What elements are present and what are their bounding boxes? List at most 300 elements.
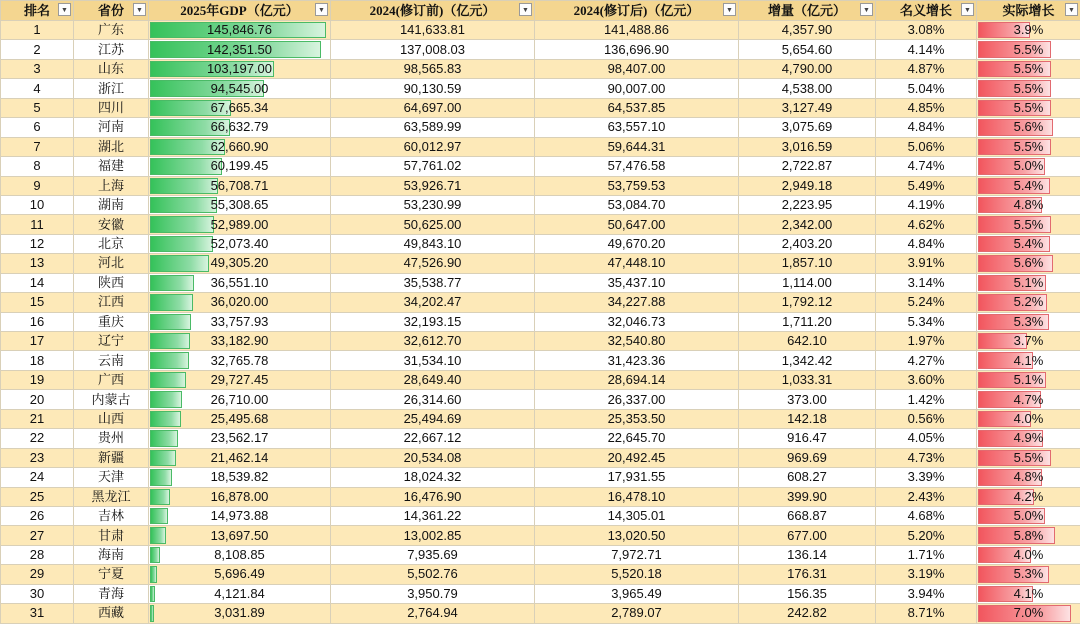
rank-cell[interactable]: 30 <box>1 584 74 603</box>
gdp2025-cell[interactable] <box>149 390 331 409</box>
rank-cell[interactable]: 23 <box>1 448 74 467</box>
gdp2024-after-cell[interactable]: 98,407.00 <box>535 59 739 78</box>
increase-cell[interactable]: 2,403.20 <box>739 234 876 253</box>
real-growth-cell[interactable] <box>977 526 1080 545</box>
gdp2024-after-cell[interactable]: 3,965.49 <box>535 584 739 603</box>
rank-cell[interactable]: 14 <box>1 273 74 292</box>
rank-cell[interactable]: 19 <box>1 370 74 389</box>
province-cell[interactable]: 天津 <box>74 468 149 487</box>
real-growth-value: 4.8% <box>977 196 1080 214</box>
nominal-cell[interactable]: 4.73% <box>876 448 977 467</box>
gdp2024-after-cell[interactable]: 141,488.86 <box>535 21 739 40</box>
gdp2025-cell[interactable] <box>149 40 331 59</box>
province-cell[interactable]: 山西 <box>74 409 149 428</box>
gdp2024-before-cell[interactable]: 5,502.76 <box>331 565 535 584</box>
gdp2025-cell[interactable] <box>149 312 331 331</box>
table-row[interactable] <box>1 157 1080 176</box>
dropdown-arrow-icon[interactable]: ▼ <box>860 3 873 16</box>
nominal-cell[interactable]: 4.87% <box>876 59 977 78</box>
gdp2024-after-cell[interactable]: 57,476.58 <box>535 157 739 176</box>
nominal-cell[interactable]: 4.62% <box>876 215 977 234</box>
real-growth-cell[interactable] <box>977 351 1080 370</box>
gdp2025-cell[interactable] <box>149 234 331 253</box>
table-row[interactable] <box>1 293 1080 312</box>
table-row[interactable] <box>1 545 1080 564</box>
province-cell[interactable]: 广西 <box>74 370 149 389</box>
nominal-cell[interactable]: 4.84% <box>876 234 977 253</box>
real-growth-cell[interactable] <box>977 390 1080 409</box>
gdp2025-cell[interactable] <box>149 273 331 292</box>
increase-cell[interactable]: 1,792.12 <box>739 293 876 312</box>
nominal-cell[interactable]: 3.60% <box>876 370 977 389</box>
gdp2025-cell[interactable] <box>149 409 331 428</box>
real-growth-cell[interactable] <box>977 273 1080 292</box>
gdp2024-before-cell[interactable]: 35,538.77 <box>331 273 535 292</box>
table-row[interactable] <box>1 506 1080 525</box>
gdp2025-cell[interactable] <box>149 157 331 176</box>
rank-cell[interactable]: 4 <box>1 79 74 98</box>
real-growth-cell[interactable] <box>977 409 1080 428</box>
real-growth-cell[interactable] <box>977 312 1080 331</box>
dropdown-arrow-icon[interactable]: ▼ <box>519 3 532 16</box>
rank-cell[interactable]: 12 <box>1 234 74 253</box>
gdp2024-before-cell[interactable]: 7,935.69 <box>331 545 535 564</box>
rank-cell[interactable]: 7 <box>1 137 74 156</box>
gdp2024-before-cell[interactable]: 141,633.81 <box>331 21 535 40</box>
increase-cell[interactable]: 2,342.00 <box>739 215 876 234</box>
gdp2024-before-cell[interactable]: 32,193.15 <box>331 312 535 331</box>
increase-cell[interactable]: 4,790.00 <box>739 59 876 78</box>
gdp2025-cell[interactable] <box>149 545 331 564</box>
real-growth-value: 4.0% <box>977 410 1080 428</box>
nominal-cell[interactable]: 4.74% <box>876 157 977 176</box>
increase-cell[interactable]: 642.10 <box>739 332 876 351</box>
table-row[interactable] <box>1 215 1080 234</box>
gdp2024-after-cell[interactable]: 2,789.07 <box>535 604 739 623</box>
real-growth-cell[interactable] <box>977 195 1080 214</box>
gdp2024-before-cell[interactable]: 50,625.00 <box>331 215 535 234</box>
real-growth-cell[interactable] <box>977 545 1080 564</box>
table-row[interactable] <box>1 565 1080 584</box>
increase-cell[interactable]: 3,127.49 <box>739 98 876 117</box>
nominal-cell[interactable]: 4.68% <box>876 506 977 525</box>
table-row[interactable] <box>1 40 1080 59</box>
gdp2024-before-cell[interactable]: 63,589.99 <box>331 118 535 137</box>
gdp2024-before-cell[interactable]: 31,534.10 <box>331 351 535 370</box>
province-cell[interactable]: 浙江 <box>74 79 149 98</box>
province-cell[interactable]: 内蒙古 <box>74 390 149 409</box>
increase-cell[interactable]: 1,033.31 <box>739 370 876 389</box>
increase-cell[interactable]: 2,223.95 <box>739 195 876 214</box>
rank-cell[interactable]: 25 <box>1 487 74 506</box>
increase-cell[interactable]: 156.35 <box>739 584 876 603</box>
increase-cell[interactable]: 1,857.10 <box>739 254 876 273</box>
increase-cell[interactable]: 5,654.60 <box>739 40 876 59</box>
table-row[interactable] <box>1 429 1080 448</box>
real-growth-cell[interactable] <box>977 118 1080 137</box>
real-growth-cell[interactable] <box>977 293 1080 312</box>
nominal-cell[interactable]: 1.97% <box>876 332 977 351</box>
gdp2024-before-cell[interactable]: 3,950.79 <box>331 584 535 603</box>
province-cell[interactable]: 甘肃 <box>74 526 149 545</box>
increase-cell[interactable]: 136.14 <box>739 545 876 564</box>
gdp2025-cell[interactable] <box>149 526 331 545</box>
gdp2025-cell[interactable] <box>149 351 331 370</box>
province-cell[interactable]: 广东 <box>74 21 149 40</box>
province-cell[interactable]: 四川 <box>74 98 149 117</box>
gdp2025-cell[interactable] <box>149 506 331 525</box>
province-cell[interactable]: 云南 <box>74 351 149 370</box>
province-cell[interactable]: 山东 <box>74 59 149 78</box>
gdp2024-before-cell[interactable]: 53,926.71 <box>331 176 535 195</box>
nominal-cell[interactable]: 4.27% <box>876 351 977 370</box>
rank-cell[interactable]: 15 <box>1 293 74 312</box>
gdp2024-before-cell[interactable]: 28,649.40 <box>331 370 535 389</box>
rank-cell[interactable]: 10 <box>1 195 74 214</box>
rank-cell[interactable]: 11 <box>1 215 74 234</box>
gdp2025-cell[interactable] <box>149 79 331 98</box>
province-cell[interactable]: 河北 <box>74 254 149 273</box>
table-row[interactable] <box>1 273 1080 292</box>
rank-cell[interactable]: 18 <box>1 351 74 370</box>
gdp2025-cell[interactable] <box>149 137 331 156</box>
province-cell[interactable]: 福建 <box>74 157 149 176</box>
nominal-cell[interactable]: 3.14% <box>876 273 977 292</box>
nominal-cell[interactable]: 5.34% <box>876 312 977 331</box>
nominal-cell[interactable]: 2.43% <box>876 487 977 506</box>
table-row[interactable] <box>1 312 1080 331</box>
gdp2025-cell[interactable] <box>149 429 331 448</box>
gdp2025-value: 60,199.45 <box>149 157 330 175</box>
gdp2024-after-cell[interactable]: 25,353.50 <box>535 409 739 428</box>
gdp2025-value: 33,182.90 <box>149 332 330 350</box>
gdp2025-cell[interactable] <box>149 215 331 234</box>
increase-cell[interactable]: 1,711.20 <box>739 312 876 331</box>
increase-cell[interactable]: 3,016.59 <box>739 137 876 156</box>
table-row[interactable] <box>1 79 1080 98</box>
gdp2024-after-cell[interactable]: 64,537.85 <box>535 98 739 117</box>
real-growth-cell[interactable] <box>977 157 1080 176</box>
dropdown-arrow-icon[interactable]: ▼ <box>961 3 974 16</box>
gdp2025-cell[interactable] <box>149 98 331 117</box>
real-growth-cell[interactable] <box>977 429 1080 448</box>
gdp2024-after-cell[interactable]: 28,694.14 <box>535 370 739 389</box>
nominal-cell[interactable]: 1.71% <box>876 545 977 564</box>
gdp2024-before-cell[interactable]: 26,314.60 <box>331 390 535 409</box>
table-row[interactable] <box>1 370 1080 389</box>
gdp2024-before-cell[interactable]: 47,526.90 <box>331 254 535 273</box>
nominal-cell[interactable]: 5.49% <box>876 176 977 195</box>
real-growth-cell[interactable] <box>977 21 1080 40</box>
table-row[interactable] <box>1 137 1080 156</box>
gdp2024-before-cell[interactable]: 16,476.90 <box>331 487 535 506</box>
gdp2025-cell[interactable] <box>149 59 331 78</box>
table-row[interactable] <box>1 59 1080 78</box>
province-cell[interactable]: 吉林 <box>74 506 149 525</box>
increase-cell[interactable]: 176.31 <box>739 565 876 584</box>
table-row[interactable] <box>1 118 1080 137</box>
table-row[interactable] <box>1 584 1080 603</box>
nominal-cell[interactable]: 4.19% <box>876 195 977 214</box>
gdp2025-cell[interactable] <box>149 584 331 603</box>
increase-cell[interactable]: 916.47 <box>739 429 876 448</box>
rank-cell[interactable]: 26 <box>1 506 74 525</box>
gdp2024-after-cell[interactable]: 17,931.55 <box>535 468 739 487</box>
increase-cell[interactable]: 668.87 <box>739 506 876 525</box>
table-row[interactable] <box>1 604 1080 623</box>
rank-cell[interactable]: 6 <box>1 118 74 137</box>
table-row[interactable] <box>1 254 1080 273</box>
gdp2024-after-cell[interactable]: 5,520.18 <box>535 565 739 584</box>
real-growth-cell[interactable] <box>977 332 1080 351</box>
rank-cell[interactable]: 24 <box>1 468 74 487</box>
gdp2024-after-cell[interactable]: 47,448.10 <box>535 254 739 273</box>
gdp2025-cell[interactable] <box>149 332 331 351</box>
gdp2025-cell[interactable] <box>149 370 331 389</box>
gdp2025-cell[interactable] <box>149 176 331 195</box>
province-cell[interactable]: 新疆 <box>74 448 149 467</box>
dropdown-arrow-icon[interactable]: ▼ <box>723 3 736 16</box>
real-growth-cell[interactable] <box>977 584 1080 603</box>
nominal-cell[interactable]: 4.84% <box>876 118 977 137</box>
table-row[interactable] <box>1 390 1080 409</box>
gdp2024-after-cell[interactable]: 90,007.00 <box>535 79 739 98</box>
province-cell[interactable]: 海南 <box>74 545 149 564</box>
table-row[interactable] <box>1 468 1080 487</box>
nominal-cell[interactable]: 4.85% <box>876 98 977 117</box>
increase-cell[interactable]: 242.82 <box>739 604 876 623</box>
gdp2024-after-cell[interactable]: 53,084.70 <box>535 195 739 214</box>
rank-cell[interactable]: 8 <box>1 157 74 176</box>
table-row[interactable] <box>1 526 1080 545</box>
increase-cell[interactable]: 2,949.18 <box>739 176 876 195</box>
table-row[interactable] <box>1 195 1080 214</box>
nominal-cell[interactable]: 5.20% <box>876 526 977 545</box>
gdp2025-value: 103,197.00 <box>149 60 330 78</box>
gdp2025-cell[interactable] <box>149 565 331 584</box>
gdp2024-before-cell[interactable]: 90,130.59 <box>331 79 535 98</box>
increase-cell[interactable]: 1,342.42 <box>739 351 876 370</box>
rank-cell[interactable]: 1 <box>1 21 74 40</box>
province-cell[interactable]: 西藏 <box>74 604 149 623</box>
gdp2024-before-cell[interactable]: 137,008.03 <box>331 40 535 59</box>
gdp2025-value: 13,697.50 <box>149 527 330 545</box>
gdp2024-before-cell[interactable]: 18,024.32 <box>331 468 535 487</box>
gdp2024-before-cell[interactable]: 57,761.02 <box>331 157 535 176</box>
province-cell[interactable]: 北京 <box>74 234 149 253</box>
province-cell[interactable]: 青海 <box>74 584 149 603</box>
province-cell[interactable]: 江西 <box>74 293 149 312</box>
gdp2025-cell[interactable] <box>149 195 331 214</box>
gdp2024-before-cell[interactable]: 64,697.00 <box>331 98 535 117</box>
province-cell[interactable]: 贵州 <box>74 429 149 448</box>
header-real-label: 实际增长 <box>1002 2 1054 20</box>
dropdown-arrow-icon[interactable]: ▼ <box>58 3 71 16</box>
gdp2025-value: 52,989.00 <box>149 216 330 234</box>
increase-cell[interactable]: 3,075.69 <box>739 118 876 137</box>
increase-cell[interactable]: 677.00 <box>739 526 876 545</box>
nominal-cell[interactable]: 0.56% <box>876 409 977 428</box>
real-growth-cell[interactable] <box>977 59 1080 78</box>
gdp2024-after-cell[interactable]: 63,557.10 <box>535 118 739 137</box>
increase-cell[interactable]: 1,114.00 <box>739 273 876 292</box>
rank-cell[interactable]: 31 <box>1 604 74 623</box>
province-cell[interactable]: 上海 <box>74 176 149 195</box>
province-cell[interactable]: 重庆 <box>74 312 149 331</box>
header-gdp2025-label: 2025年GDP（亿元） <box>180 2 298 20</box>
nominal-cell[interactable]: 5.04% <box>876 79 977 98</box>
rank-cell[interactable]: 5 <box>1 98 74 117</box>
gdp2024-after-cell[interactable]: 32,046.73 <box>535 312 739 331</box>
real-growth-cell[interactable] <box>977 176 1080 195</box>
gdp2024-before-cell[interactable]: 14,361.22 <box>331 506 535 525</box>
dropdown-arrow-icon[interactable]: ▼ <box>315 3 328 16</box>
real-growth-cell[interactable] <box>977 137 1080 156</box>
gdp2024-before-cell[interactable]: 53,230.99 <box>331 195 535 214</box>
gdp2024-after-cell[interactable]: 136,696.90 <box>535 40 739 59</box>
province-cell[interactable]: 安徽 <box>74 215 149 234</box>
real-growth-cell[interactable] <box>977 448 1080 467</box>
header-increase-label: 增量（亿元） <box>768 2 846 20</box>
real-growth-cell[interactable] <box>977 254 1080 273</box>
real-growth-cell[interactable] <box>977 487 1080 506</box>
nominal-cell[interactable]: 3.19% <box>876 565 977 584</box>
increase-cell[interactable]: 608.27 <box>739 468 876 487</box>
nominal-cell[interactable]: 3.94% <box>876 584 977 603</box>
gdp2024-after-cell[interactable]: 13,020.50 <box>535 526 739 545</box>
gdp2024-before-cell[interactable]: 98,565.83 <box>331 59 535 78</box>
table-row[interactable] <box>1 176 1080 195</box>
rank-cell[interactable]: 2 <box>1 40 74 59</box>
province-cell[interactable]: 辽宁 <box>74 332 149 351</box>
rank-cell[interactable]: 20 <box>1 390 74 409</box>
gdp2024-before-cell[interactable]: 22,667.12 <box>331 429 535 448</box>
gdp2024-after-cell[interactable]: 31,423.36 <box>535 351 739 370</box>
rank-cell[interactable]: 13 <box>1 254 74 273</box>
real-growth-cell[interactable] <box>977 506 1080 525</box>
nominal-cell[interactable]: 8.71% <box>876 604 977 623</box>
gdp2025-cell[interactable] <box>149 21 331 40</box>
gdp2024-after-cell[interactable]: 7,972.71 <box>535 545 739 564</box>
increase-cell[interactable]: 142.18 <box>739 409 876 428</box>
province-cell[interactable]: 湖南 <box>74 195 149 214</box>
dropdown-arrow-icon[interactable]: ▼ <box>133 3 146 16</box>
rank-cell[interactable]: 9 <box>1 176 74 195</box>
gdp2024-after-cell[interactable]: 49,670.20 <box>535 234 739 253</box>
increase-cell[interactable]: 2,722.87 <box>739 157 876 176</box>
table-row[interactable] <box>1 332 1080 351</box>
gdp2024-after-cell[interactable]: 32,540.80 <box>535 332 739 351</box>
gdp2024-after-cell[interactable]: 34,227.88 <box>535 293 739 312</box>
table-row[interactable] <box>1 21 1080 40</box>
nominal-cell[interactable]: 3.91% <box>876 254 977 273</box>
nominal-cell[interactable]: 4.05% <box>876 429 977 448</box>
real-growth-cell[interactable] <box>977 234 1080 253</box>
increase-cell[interactable]: 4,357.90 <box>739 21 876 40</box>
gdp2024-after-cell[interactable]: 26,337.00 <box>535 390 739 409</box>
rank-cell[interactable]: 17 <box>1 332 74 351</box>
table-row[interactable] <box>1 234 1080 253</box>
table-row[interactable] <box>1 487 1080 506</box>
rank-cell[interactable]: 3 <box>1 59 74 78</box>
gdp2024-after-cell[interactable]: 20,492.45 <box>535 448 739 467</box>
province-cell[interactable]: 江苏 <box>74 40 149 59</box>
real-growth-cell[interactable] <box>977 468 1080 487</box>
gdp2025-cell[interactable] <box>149 468 331 487</box>
real-growth-cell[interactable] <box>977 604 1080 623</box>
gdp2025-cell[interactable] <box>149 487 331 506</box>
nominal-cell[interactable]: 4.14% <box>876 40 977 59</box>
gdp2025-cell[interactable] <box>149 604 331 623</box>
rank-cell[interactable]: 22 <box>1 429 74 448</box>
nominal-cell[interactable]: 1.42% <box>876 390 977 409</box>
table-row[interactable] <box>1 98 1080 117</box>
province-cell[interactable]: 陕西 <box>74 273 149 292</box>
real-growth-cell[interactable] <box>977 40 1080 59</box>
increase-cell[interactable]: 4,538.00 <box>739 79 876 98</box>
real-growth-cell[interactable] <box>977 215 1080 234</box>
gdp2024-before-cell[interactable]: 49,843.10 <box>331 234 535 253</box>
gdp2025-value: 14,973.88 <box>149 507 330 525</box>
increase-cell[interactable]: 373.00 <box>739 390 876 409</box>
gdp2024-after-cell[interactable]: 53,759.53 <box>535 176 739 195</box>
gdp2024-before-cell[interactable]: 34,202.47 <box>331 293 535 312</box>
province-cell[interactable]: 宁夏 <box>74 565 149 584</box>
gdp2024-after-cell[interactable]: 35,437.10 <box>535 273 739 292</box>
gdp2024-before-cell[interactable]: 25,494.69 <box>331 409 535 428</box>
rank-cell[interactable]: 28 <box>1 545 74 564</box>
gdp2024-before-cell[interactable]: 32,612.70 <box>331 332 535 351</box>
gdp2024-after-cell[interactable]: 50,647.00 <box>535 215 739 234</box>
nominal-cell[interactable]: 5.06% <box>876 137 977 156</box>
gdp2025-cell[interactable] <box>149 254 331 273</box>
province-cell[interactable]: 湖北 <box>74 137 149 156</box>
real-growth-cell[interactable] <box>977 370 1080 389</box>
gdp2025-value: 36,551.10 <box>149 274 330 292</box>
gdp2024-after-cell[interactable]: 16,478.10 <box>535 487 739 506</box>
gdp2024-after-cell[interactable]: 14,305.01 <box>535 506 739 525</box>
table-row[interactable] <box>1 351 1080 370</box>
province-cell[interactable]: 河南 <box>74 118 149 137</box>
real-growth-cell[interactable] <box>977 79 1080 98</box>
nominal-cell[interactable]: 3.39% <box>876 468 977 487</box>
gdp2024-before-cell[interactable]: 60,012.97 <box>331 137 535 156</box>
increase-cell[interactable]: 969.69 <box>739 448 876 467</box>
rank-cell[interactable]: 29 <box>1 565 74 584</box>
dropdown-arrow-icon[interactable]: ▼ <box>1065 3 1078 16</box>
gdp2025-cell[interactable] <box>149 118 331 137</box>
rank-cell[interactable]: 16 <box>1 312 74 331</box>
real-growth-cell[interactable] <box>977 98 1080 117</box>
increase-cell[interactable]: 399.90 <box>739 487 876 506</box>
table-row[interactable] <box>1 409 1080 428</box>
table-row[interactable] <box>1 448 1080 467</box>
real-growth-cell[interactable] <box>977 565 1080 584</box>
gdp2025-cell[interactable] <box>149 448 331 467</box>
gdp2024-before-cell[interactable]: 20,534.08 <box>331 448 535 467</box>
nominal-cell[interactable]: 5.24% <box>876 293 977 312</box>
gdp2025-value: 32,765.78 <box>149 352 330 370</box>
gdp2025-cell[interactable] <box>149 293 331 312</box>
gdp2024-after-cell[interactable]: 59,644.31 <box>535 137 739 156</box>
province-cell[interactable]: 黑龙江 <box>74 487 149 506</box>
gdp2024-before-cell[interactable]: 13,002.85 <box>331 526 535 545</box>
nominal-cell[interactable]: 3.08% <box>876 21 977 40</box>
rank-cell[interactable]: 21 <box>1 409 74 428</box>
gdp2024-before-cell[interactable]: 2,764.94 <box>331 604 535 623</box>
gdp2024-after-cell[interactable]: 22,645.70 <box>535 429 739 448</box>
rank-cell[interactable]: 27 <box>1 526 74 545</box>
